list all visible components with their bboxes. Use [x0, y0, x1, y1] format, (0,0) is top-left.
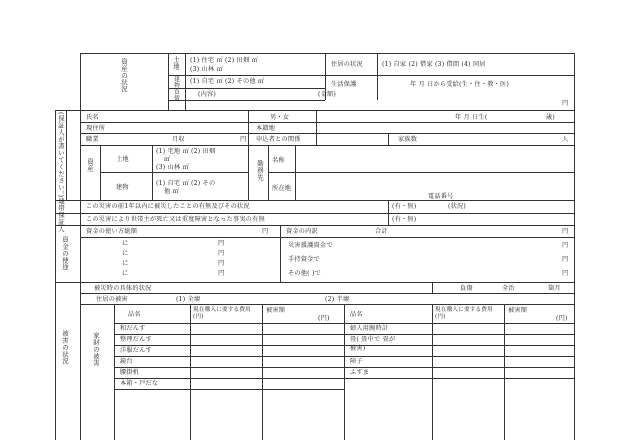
guarantor-address-label: 現住所 [86, 125, 106, 132]
rule [268, 145, 269, 200]
assets-land-label: 土地 [172, 56, 180, 70]
rule [168, 75, 574, 76]
rule [262, 304, 263, 440]
funds-left-row: に [122, 270, 129, 277]
damage-item-right: 障子 [350, 358, 363, 365]
damage-col-cost-right: 現在購入に要する費用(円) [435, 307, 493, 320]
rule [80, 53, 574, 54]
rule [80, 133, 574, 134]
rule [168, 88, 325, 89]
rule [55, 110, 574, 111]
damage-col-item-right: 品名 [350, 311, 363, 318]
assets-debt-amount: (金額) [318, 91, 337, 98]
question-head-death: この災害により世帯主が死亡又は重度障害となった事実の有無 [86, 216, 265, 223]
rule [100, 172, 248, 173]
damage-disaster-status: 被災時の具体的状況 [94, 285, 152, 292]
rule [66, 110, 67, 200]
funds-left-row: に [122, 250, 129, 257]
guarantor-name-label: 氏名 [86, 114, 99, 121]
rule [185, 53, 186, 110]
guarantor-phone-label: 電話番号 [428, 193, 454, 200]
damage-full-recovery: 全治 [502, 285, 515, 292]
damage-col-amount-unit: (円) [318, 315, 330, 322]
guarantor-land-label: 土地 [116, 156, 129, 163]
rule [432, 304, 433, 440]
funds-left-row: に [122, 260, 129, 267]
rule [55, 200, 574, 201]
guarantor-workplace-name: 名称 [272, 157, 285, 164]
rule [55, 110, 56, 440]
assets-land-line1: (1) 住宅 ㎡ (2) 田畑 ㎡ [190, 57, 258, 64]
damage-section-label: 被害の状況 [61, 330, 69, 365]
rule [55, 282, 574, 283]
guarantor-building-line1: (1) 自宅 ㎡ (2) その [156, 180, 216, 187]
guarantor-income-label: 月収 [172, 136, 185, 143]
guarantor-workplace-label: 勤務先 [256, 160, 264, 181]
guarantor-birth: 年 月 日生( [455, 114, 488, 121]
funds-right-row: 手持資金で [288, 256, 320, 263]
guarantor-workplace-address: 所在地 [272, 185, 292, 192]
damage-col-amount-unit-right: (円) [556, 315, 568, 322]
rule [388, 133, 389, 145]
guarantor-land-line1: (1) 宅地 ㎡ (2) 田畑 [156, 148, 216, 155]
damage-item: 鏡台 [120, 358, 133, 365]
damage-half-destruction: (2) 半壊 [325, 296, 350, 303]
damage-item: 洋服だんす [120, 347, 152, 354]
funds-left-row-yen: 円 [218, 260, 225, 267]
guarantor-domicile-label: 本籍地 [256, 125, 276, 132]
damage-item-right: ふすま [350, 369, 370, 376]
guarantor-assets-label: 資産 [86, 158, 94, 172]
funds-left-row-yen: 円 [218, 250, 225, 257]
rule [280, 225, 281, 282]
damage-col-cost: 現在購入に要する費用(円) [193, 307, 251, 320]
damage-injury-label: 負傷 [460, 285, 473, 292]
funds-left-row-yen: 円 [218, 240, 225, 247]
rule [80, 304, 574, 305]
damage-col-amount-right: 被害額 [508, 307, 528, 314]
question-prior-disaster-status: (状況) [448, 203, 467, 210]
funds-right-row-yen: 円 [562, 256, 569, 263]
welfare-text: 年 月 日から受給(生・住・教・医) [410, 81, 509, 88]
rule [432, 282, 433, 293]
guarantor-land-line2: ㎡ [164, 156, 171, 163]
damage-item: 腰掛机 [120, 369, 140, 376]
funds-total-label: 合計 [375, 228, 388, 235]
funds-left-row: に [122, 240, 129, 247]
guarantor-income-yen: 円 [240, 136, 247, 143]
damage-item: 本箱・戸だな [120, 380, 159, 387]
rule [268, 172, 574, 173]
rule [80, 145, 574, 146]
welfare-label: 生活保護 [331, 81, 357, 88]
assets-building-line: (1) 自宅 ㎡ (2) その他 ㎡ [190, 78, 265, 85]
rule [55, 213, 574, 214]
funds-left-row-yen: 円 [218, 270, 225, 277]
damage-item: 和だんす [120, 325, 146, 332]
rule [114, 304, 115, 440]
rule [295, 145, 296, 200]
funds-method-header: 資金の使い方総額 [86, 228, 138, 235]
rule [168, 100, 325, 101]
damage-item-right: 被害) [350, 345, 366, 352]
guarantor-sex: 男・女 [270, 114, 290, 121]
funds-right-row: 災害援護資金で [288, 242, 333, 249]
housing-label: 住居の状況 [331, 61, 363, 68]
rule [316, 110, 317, 145]
funds-section-label: 資金の使途 [61, 236, 69, 271]
rule [377, 53, 378, 100]
damage-residence-label: 住居の被害 [96, 296, 128, 303]
assets-debt-content: (内容) [198, 91, 217, 98]
guarantor-job-label: 職業 [86, 136, 99, 143]
damage-household-label: 家財の被害 [92, 332, 100, 367]
guarantor-building-line2: 他 ㎡ [164, 188, 179, 195]
rule [100, 145, 101, 200]
damage-full-destruction: (1) 全壊 [176, 296, 201, 303]
damage-item-right: 婦人用腕時計 [350, 325, 389, 332]
assets-debt-yen: 円 [562, 100, 569, 107]
assets-building-label: 建物 [173, 76, 179, 89]
rule [504, 304, 505, 440]
funds-right-row: その他( )で [288, 270, 321, 277]
rule [574, 53, 575, 440]
assets-land-line2: (3) 山林 ㎡ [190, 66, 223, 73]
guarantor-age: 歳) [546, 114, 556, 121]
question-head-death-answer: (有・無) [392, 216, 417, 223]
guarantor-family-label: 家族数 [398, 136, 418, 143]
assets-debt-label: 負債 [173, 89, 179, 102]
damage-col-amount: 被害額 [266, 307, 286, 314]
funds-right-row-yen: 円 [562, 270, 569, 277]
guarantor-building-label: 建物 [116, 184, 129, 191]
assets-section-label: 資産の状況 [120, 58, 128, 93]
damage-item: 整理だんす [120, 336, 152, 343]
rule [388, 200, 389, 225]
damage-months: 箇月 [548, 285, 561, 292]
guarantor-family-unit: 人 [562, 136, 569, 143]
funds-right-row-yen: 円 [562, 242, 569, 249]
funds-total-yen: 円 [562, 228, 569, 235]
guarantor-side-label: (保証人が書いてください。)連帯保証人 [57, 112, 65, 233]
guarantor-land-line3: (3) 山林 ㎡ [156, 164, 189, 171]
rule [152, 145, 153, 200]
rule [55, 225, 574, 226]
rule [80, 293, 574, 294]
question-prior-disaster-answer: (有・無) [392, 203, 417, 210]
damage-item-right: 畳( 畳中で 畳が [350, 336, 396, 343]
housing-options: (1) 自家 (2) 借家 (3) 借間 (4) 同居 [382, 61, 486, 68]
question-prior-disaster: この災害の前1年以内に被災したことの有無及びその状況 [86, 203, 250, 210]
rule [80, 237, 574, 238]
funds-breakdown-header: 資金の内訳 [286, 228, 318, 235]
guarantor-relation-label: 申込者との関係 [256, 136, 301, 143]
rule [344, 304, 345, 440]
funds-method-yen: 円 [262, 228, 269, 235]
rule [80, 122, 574, 123]
damage-col-item: 品名 [128, 311, 141, 318]
rule [80, 53, 81, 440]
rule [114, 389, 344, 390]
rule [248, 110, 249, 200]
rule [168, 53, 169, 110]
rule [190, 304, 191, 440]
